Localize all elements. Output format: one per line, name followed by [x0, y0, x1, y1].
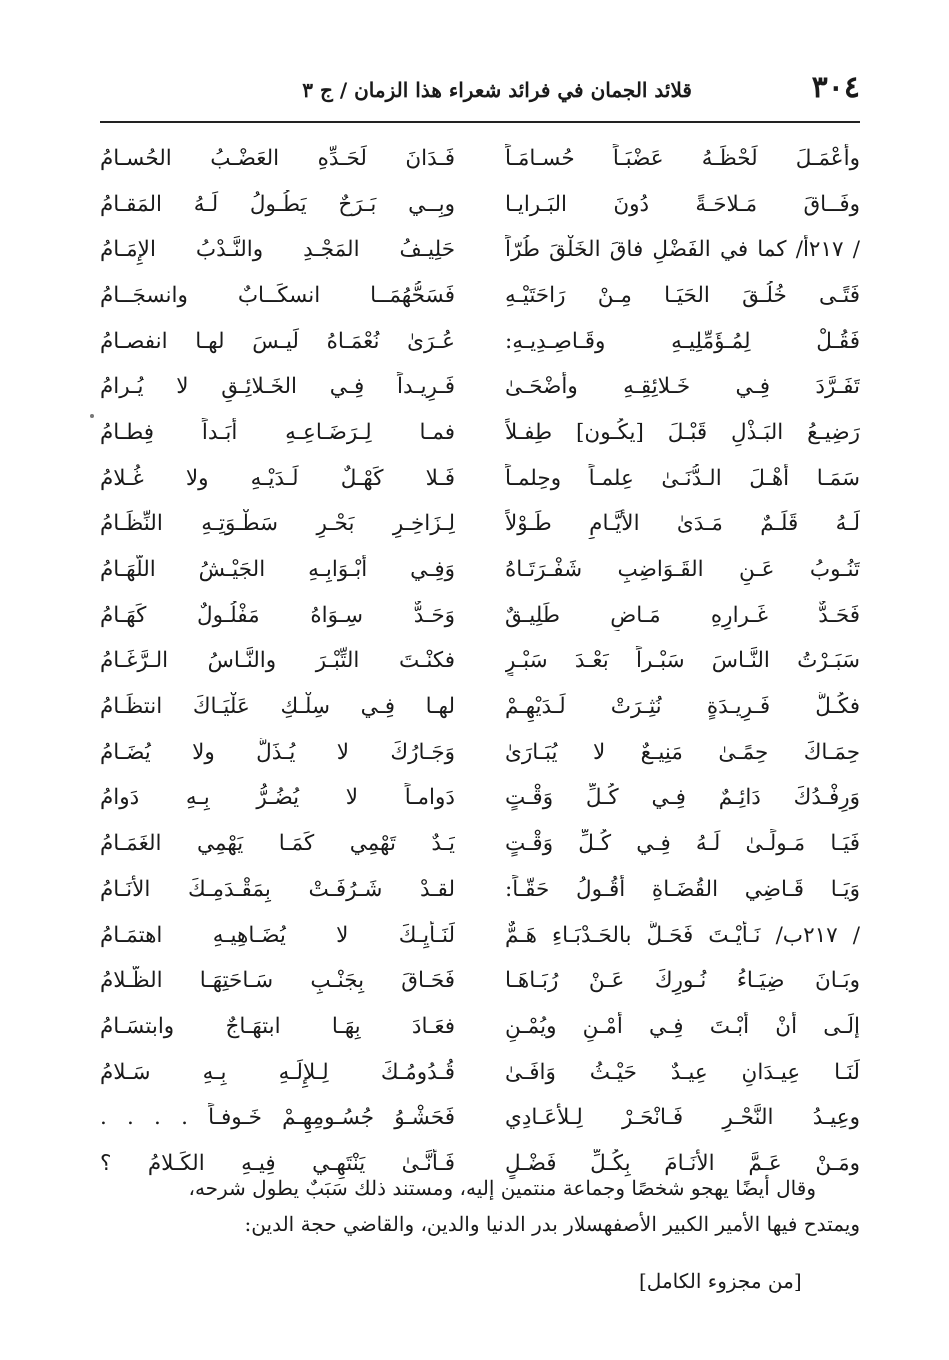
- verse-second-hemistich: فَـدَانَ لَحَـدِّهِ العَضْـبُ الحُسـامُ: [100, 145, 455, 171]
- verse-second-hemistich: فَـرِيـداً فِـي الخَـلائِـقِ لا يُـرامُ: [100, 374, 455, 400]
- margin-dot: [90, 414, 94, 418]
- verse: [100, 958, 860, 1004]
- verse: [100, 364, 860, 410]
- verse: [100, 1004, 860, 1050]
- verse-first-hemistich: ومَـنْ عَـمَّ الأَنَـامَ بِكُـلِّ فَضْـلٍ: [505, 1150, 860, 1176]
- prose-line: وقال أيضًا يهجو شخصًا وجماعة منتمين إليه، ومستند ذلك سَبَبٌ يطول شرحه،: [188, 1176, 816, 1200]
- verse: [100, 1095, 860, 1141]
- verse-second-hemistich: فَحَـاقَ بِجَنْـبِ سَـاحَتِهَـا الظَّـلامُ: [100, 968, 455, 994]
- verse: [100, 867, 860, 913]
- verse-first-hemistich: وبَـانَ ضِيَـاءُ نُـورِكَ عَـنْ رُبَـاهَـا: [505, 968, 860, 994]
- verse-first-hemistich: لَـهُ قَلَـمٌ مَـدَىٰ الأَيَّـامِ طَـوْلاً: [505, 511, 860, 537]
- verse-first-hemistich: وعِيـدُ النَّحْـرِ فَـانْحَـرْ لِـلأَعَـادِي: [505, 1105, 860, 1131]
- verse-first-hemistich: وفَــاقَ مَـلاحَـةً دُونَ البَـرايـا: [505, 191, 860, 217]
- verse-first-hemistich: / ٢١٧ب/ نَـأَيْـتَ فَحَـلَّ بالحَـدْبَـاءِ هَـمٌّ: [505, 922, 860, 948]
- verse: [100, 639, 860, 685]
- prose-intro: [100, 1170, 860, 1242]
- poem: [100, 136, 860, 1187]
- verse-first-hemistich: رَضِيـعُ البَـذْلِ قَبْـلَ [يكُـون] طِفـلاً: [505, 419, 860, 445]
- verse: [100, 776, 860, 822]
- verse-second-hemistich: وَحَـدٌّ سِـوَاهُ مَفْلُـولٌ كَهَـامُ: [100, 602, 455, 628]
- verse: [100, 821, 860, 867]
- verse: [100, 593, 860, 639]
- verse: [100, 273, 860, 319]
- prose-line: ويمتدح فيها الأمير الكبير الأصفهسلار بدر الدنيا والدين، والقاضي حجة الدين:: [244, 1212, 860, 1236]
- verse: [100, 136, 860, 182]
- page-header: [100, 68, 860, 120]
- verse-first-hemistich: سَمَـا أَهْـلَ الـدُّنَـىٰ عِلمـاً وحِلمـاً: [505, 465, 860, 491]
- header-rule: [100, 121, 860, 123]
- verse: [100, 913, 860, 959]
- verse-second-hemistich: وَفِـي أَبْـوَابِـهِ الجَيْـشُ اللُّهَـامُ: [100, 557, 455, 583]
- verse-first-hemistich: فَيَـا مَـولًـىٰ لَـهُ فِـي كُـلِّ وَقْـتٍ: [505, 831, 860, 857]
- verse-second-hemistich: فَـلا كَهْـلٌ لَـدَيْـهِ ولا غُـلامُ: [100, 465, 455, 491]
- verse-second-hemistich: يَـدٌ تَهْمِي كَمَـا يَهْمِي الغَمَـامُ: [100, 831, 455, 857]
- verse-second-hemistich: وَجَـارُكَ لا يُـذَلُّ ولا يُضَـامُ: [100, 739, 455, 765]
- verse-second-hemistich: لِـزَاخِـرِ بَحْـرِ سَطْـوَتِـهِ النِّظَـامُ: [100, 511, 455, 537]
- verse: [100, 1050, 860, 1096]
- verse-second-hemistich: فعَـادَ بِهَـا ابتهَـاجٌ وابتسَـامُ: [100, 1013, 455, 1039]
- verse-first-hemistich: وَرِفْـدُكَ دَائِـمٌ فِـي كُـلِّ وَقْـتٍ: [505, 785, 860, 811]
- verse-second-hemistich: وبِــي بَـرَحٌ يَطُـولُ لَـهُ المَقـامُ: [100, 191, 455, 217]
- verse-first-hemistich: فَتًـى خُلُـقَ الحَيَـا مِـنْ رَاحَتَيْـهِ: [505, 282, 860, 308]
- verse-first-hemistich: تَفَـرَّدَ فِـي خَـلائِقِـهِ وأَضْحَـىٰ: [505, 374, 860, 400]
- verse: [100, 456, 860, 502]
- verse-second-hemistich: دَوامـاً لا يُضُـرُّ بِـهِ دَوامُ: [100, 785, 455, 811]
- verse-first-hemistich: لَنَـا عِيـدَانِ عِيـدٌ حَيْـثُ وَافَـىٰ: [505, 1059, 860, 1085]
- verse-first-hemistich: فَقُـلْ لِمُـؤَمِّلِيـهِ وقَـاصِـدِيـهِ:: [505, 328, 860, 354]
- verse-second-hemistich: لَنَـأْيِـكَ لا يُضَـاهِيـهِ اهتمَـامُ: [100, 922, 455, 948]
- verse-second-hemistich: فمـا لِـرَضَـاعِـهِ أَبَـداً فِطـامُ: [100, 419, 455, 445]
- verse-second-hemistich: فكنْـتَ التِّبْـرَ والنَّـاسُ الـرَّغَـامُ: [100, 648, 455, 674]
- verse-first-hemistich: فَحَـدٌّ غَـرارِهِ مَـاضٍ طَلِيـقٌ: [505, 602, 860, 628]
- verse: [100, 684, 860, 730]
- verse-first-hemistich: / ٢١٧أ/ كما في الفَضْلِ فاقَ الخَلْقَ طُرّاً: [505, 237, 860, 263]
- verse-first-hemistich: وَيَـا قَـاضِي القُضَـاةِ أَقُـولُ حَقّـاً:: [505, 876, 860, 902]
- verse-first-hemistich: فكُـلُّ فَـرِيـدَةٍ نُثِـرَتْ لَـدَيْهِـمْ: [505, 694, 860, 720]
- verse: [100, 502, 860, 548]
- verse-second-hemistich: عُـرَىٰ نُعْمَـاهُ لَيـسَ لهـا انفصـامُ: [100, 328, 455, 354]
- verse-second-hemistich: فَـأَنَّـىٰ يَنْتَهِـي فِيـهِ الكَـلامُ ؟: [100, 1150, 455, 1176]
- meter-note: [من مجزوء الكامل]: [639, 1269, 802, 1293]
- verse: [100, 182, 860, 228]
- verse: [100, 227, 860, 273]
- verse-second-hemistich: لقـدْ شَـرُفَـتْ بِمَقْـدَمِـكَ الأَنَـامُ: [100, 876, 455, 902]
- verse-first-hemistich: وأَعْمَـلَ لَحْظَـهُ عَضْبَـاً حُسـامَـاً: [505, 145, 860, 171]
- running-title: قلائد الجمان في فرائد شعراء هذا الزمان / ج ٣: [302, 78, 692, 102]
- verse-second-hemistich: قُـدُومُـكَ لِـلإِلَـهِ بِـهِ سَـلامُ: [100, 1059, 455, 1085]
- verse-first-hemistich: إلَـى أَنْ أُبْـتَ فِـي أَمْـنٍ ويُمْـنٍ: [505, 1013, 860, 1039]
- verse: [100, 410, 860, 456]
- verse-first-hemistich: سَبَـرْتُ النَّـاسَ سَبْـراً بَعْـدَ سَبْـرٍ: [505, 648, 860, 674]
- verse: [100, 730, 860, 776]
- page-number: ٣٠٤: [811, 70, 860, 105]
- verse-second-hemistich: لهـا فِـي سِلْـكِ عَلْيَـاكَ انتظَـامُ: [100, 694, 455, 720]
- verse-first-hemistich: حِمَـاكَ حِمًـىٰ مَنِيـعٌ لا يُبَـارَىٰ: [505, 739, 860, 765]
- verse-second-hemistich: حَلِيـفُ المَجْـدِ والنَّـدْبُ الإِمَـامُ: [100, 237, 455, 263]
- verse-second-hemistich: فَسَحُّهُمَــا انسكَــابٌ وانسجَــامُ: [100, 282, 455, 308]
- verse-first-hemistich: تَنُـوبُ عَـنِ القَـوَاضِبِ شَفْـرَتَـاهُ: [505, 557, 860, 583]
- verse: [100, 319, 860, 365]
- verse: [100, 547, 860, 593]
- verse-second-hemistich: فَحَشْـوُ جُسُـومِهِـمْ خَـوفـاً . . . .: [100, 1105, 455, 1131]
